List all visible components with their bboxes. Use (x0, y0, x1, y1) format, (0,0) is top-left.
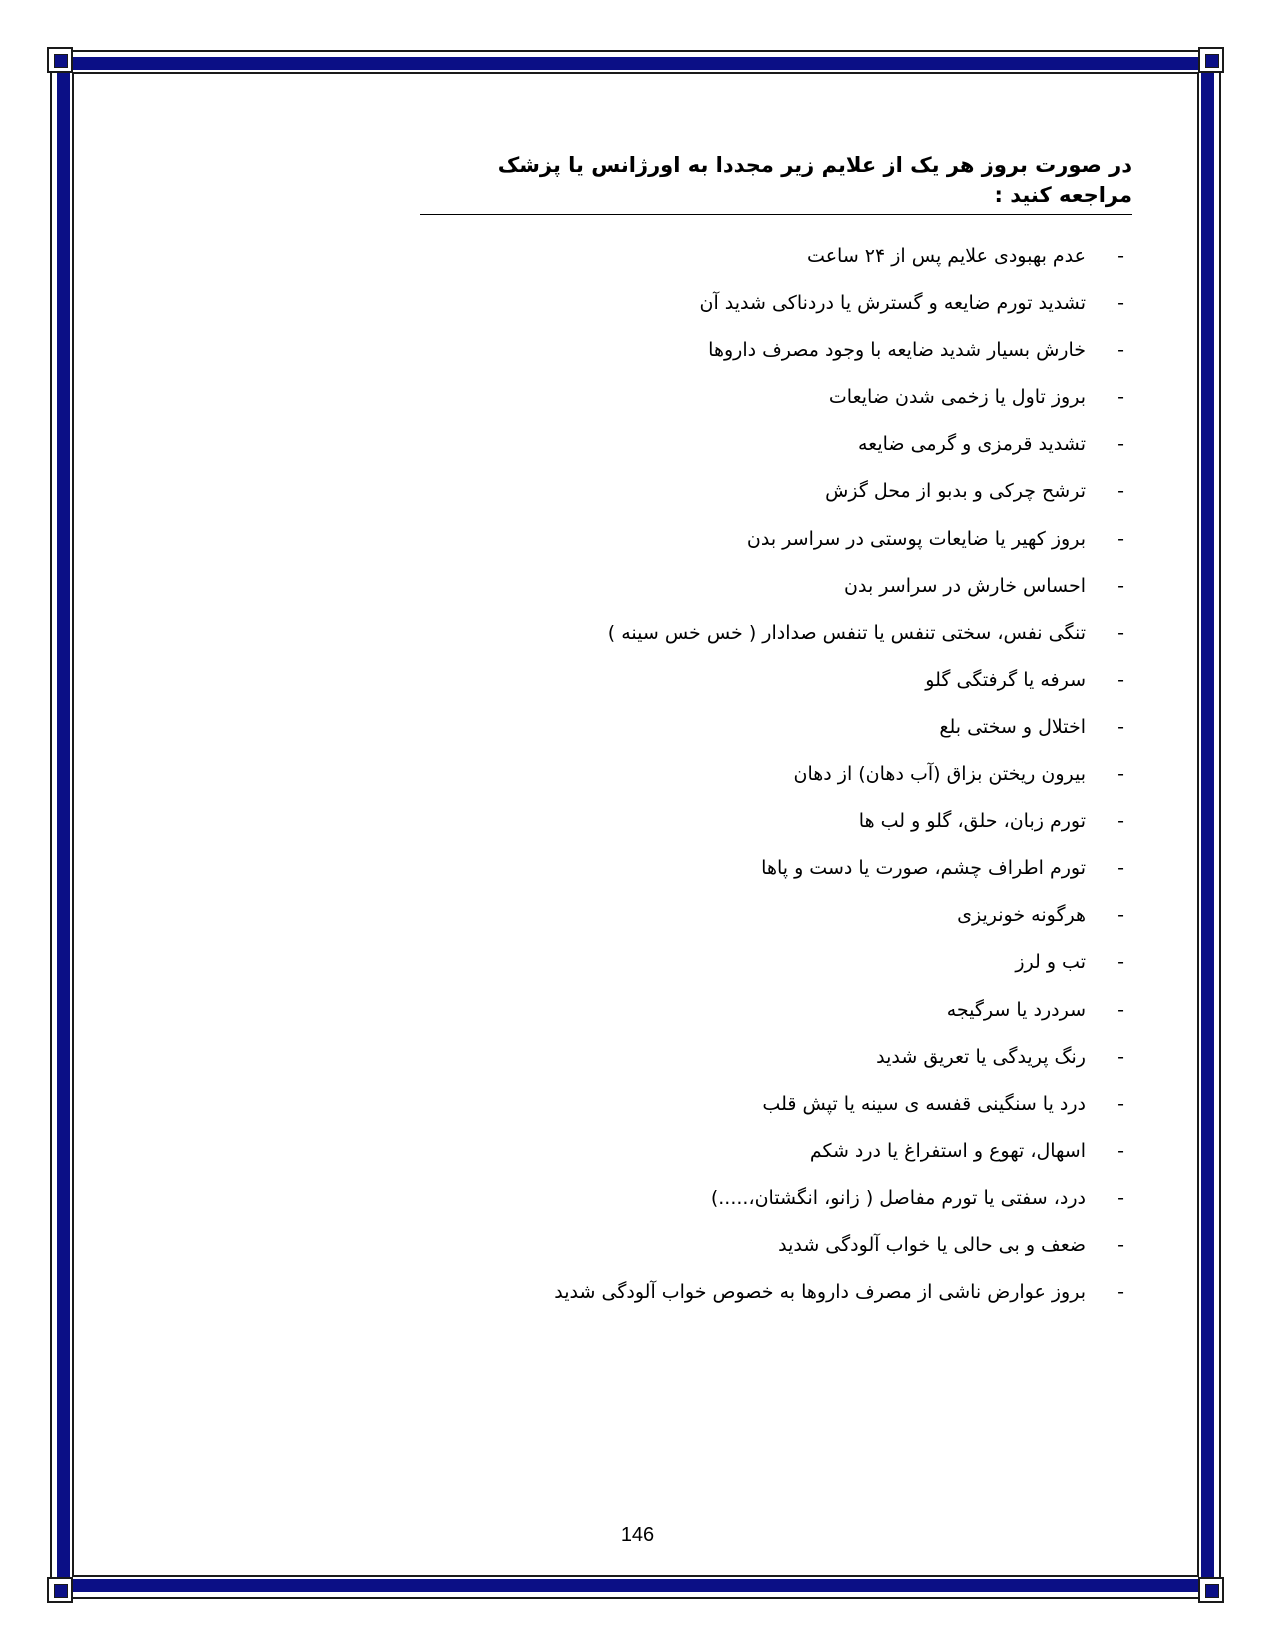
symptom-text: تشدید تورم ضایعه و گسترش یا دردناکی شدید آن (699, 292, 1086, 315)
symptom-text: بروز عوارض ناشی از مصرف داروها به خصوص خواب آلودگی شدید (554, 1281, 1086, 1304)
list-bullet-dash: - (1117, 668, 1124, 691)
symptom-text: ضعف و بی حالی یا خواب آلودگی شدید (778, 1233, 1086, 1256)
symptom-text: تشدید قرمزی و گرمی ضایعه (857, 433, 1086, 456)
list-bullet-dash: - (1117, 292, 1124, 315)
symptom-list-item (420, 233, 1132, 280)
symptom-list-item (420, 1081, 1132, 1128)
page-number: 146 (620, 1524, 655, 1546)
document-body (420, 150, 1132, 1316)
symptom-text: احساس خارش در سراسر بدن (844, 574, 1086, 597)
list-bullet-dash: - (1117, 810, 1124, 833)
symptom-list-item (420, 280, 1132, 327)
symptom-list-item (420, 751, 1132, 798)
list-bullet-dash: - (1117, 763, 1124, 786)
list-bullet-dash: - (1117, 1045, 1124, 1068)
symptom-text: بروز کهیر یا ضایعات پوستی در سراسر بدن (746, 527, 1086, 550)
list-bullet-dash: - (1117, 951, 1124, 974)
list-bullet-dash: - (1117, 245, 1124, 267)
symptom-list-item (420, 798, 1132, 845)
symptom-text: درد یا سنگینی قفسه ی سینه یا تپش قلب (762, 1092, 1086, 1115)
symptom-list (420, 233, 1132, 1316)
symptom-text: تورم اطراف چشم، صورت یا دست و پاها (761, 857, 1086, 880)
list-bullet-dash: - (1117, 527, 1124, 550)
list-bullet-dash: - (1117, 433, 1124, 456)
symptom-text: رنگ پریدگی یا تعریق شدید (876, 1045, 1086, 1068)
list-bullet-dash: - (1117, 904, 1124, 927)
symptom-list-item (420, 374, 1132, 421)
symptom-text: تورم زبان، حلق، گلو و لب ها (858, 810, 1086, 833)
symptom-text: درد، سفتی یا تورم مفاصل ( زانو، انگشتان،.....) (710, 1186, 1086, 1209)
symptom-text: ترشح چرکی و بدبو از محل گزش (825, 480, 1086, 503)
list-bullet-dash: - (1117, 1186, 1124, 1209)
list-bullet-dash: - (1117, 998, 1124, 1021)
symptom-text: بروز تاول یا زخمی شدن ضایعات (828, 386, 1086, 409)
list-bullet-dash: - (1117, 386, 1124, 409)
symptom-text: عدم بهبودی علایم پس از ۲۴ ساعت (807, 245, 1086, 267)
list-bullet-dash: - (1117, 857, 1124, 880)
symptom-list-item (420, 987, 1132, 1034)
symptom-list-item (420, 1128, 1132, 1175)
symptom-text: هرگونه خونریزی (957, 904, 1086, 927)
symptom-text: اسهال، تهوع و استفراغ یا درد شکم (809, 1139, 1086, 1162)
symptom-text: خارش بسیار شدید ضایعه با وجود مصرف داروها (708, 339, 1086, 362)
list-bullet-dash: - (1117, 1233, 1124, 1256)
corner-ornament-bottom-right (1198, 1577, 1224, 1603)
corner-ornament-top-left (47, 47, 73, 73)
list-bullet-dash: - (1117, 339, 1124, 362)
symptom-list-item (420, 563, 1132, 610)
symptom-list-item (420, 516, 1132, 563)
symptom-list-item (420, 421, 1132, 468)
list-bullet-dash: - (1117, 621, 1124, 644)
symptom-list-item (420, 845, 1132, 892)
list-bullet-dash: - (1117, 480, 1124, 503)
symptom-list-item (420, 1034, 1132, 1081)
symptom-list-item (420, 1175, 1132, 1222)
list-bullet-dash: - (1117, 715, 1124, 738)
symptom-list-item (420, 610, 1132, 657)
corner-ornament-top-right (1198, 47, 1224, 73)
corner-ornament-bottom-left (47, 1577, 73, 1603)
symptom-text: سرفه یا گرفتگی گلو (925, 668, 1086, 691)
symptom-list-item (420, 892, 1132, 939)
list-bullet-dash: - (1117, 1139, 1124, 1162)
list-bullet-dash: - (1117, 1092, 1124, 1115)
symptom-list-item (420, 1222, 1132, 1269)
symptom-text: تنگی نفس، سختی تنفس یا تنفس صدادار ( خس خس سینه ) (607, 621, 1086, 644)
symptom-text: تب و لرز (1015, 951, 1086, 974)
symptom-text: بیرون ریختن بزاق (آب دهان) از دهان (793, 763, 1086, 786)
symptom-list-item (420, 657, 1132, 704)
symptom-list-item (420, 327, 1132, 374)
symptom-text: سردرد یا سرگیجه (946, 998, 1086, 1021)
list-bullet-dash: - (1117, 1281, 1124, 1304)
section-heading: در صورت بروز هر یک از علایم زیر مجددا به اورژانس یا پزشک مراجعه کنید : (420, 150, 1132, 215)
symptom-list-item (420, 939, 1132, 986)
symptom-list-item (420, 704, 1132, 751)
list-bullet-dash: - (1117, 574, 1124, 597)
symptom-list-item (420, 1269, 1132, 1316)
symptom-list-item (420, 468, 1132, 515)
symptom-text: اختلال و سختی بلع (939, 715, 1086, 738)
